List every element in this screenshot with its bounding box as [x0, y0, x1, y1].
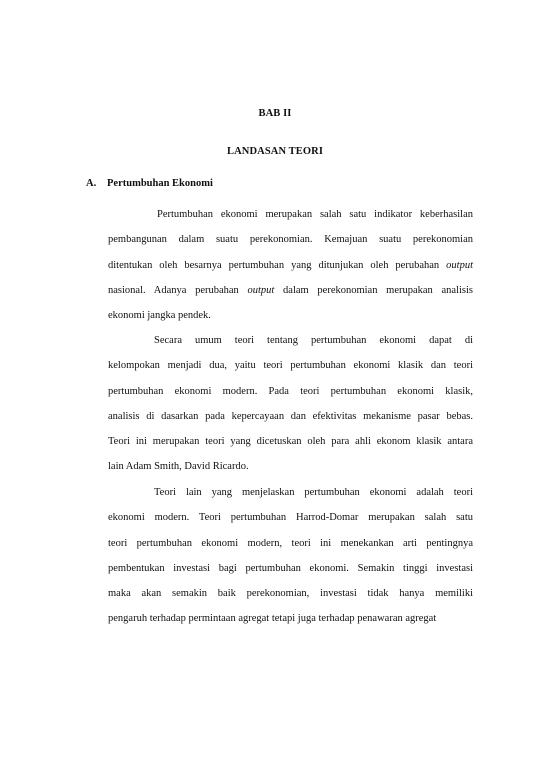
paragraph-line: [108, 531, 473, 556]
paragraph-line: [108, 581, 473, 606]
text-segment: pengaruh terhadap permintaan agregat tetapi juga terhadap penawaran agregat: [108, 613, 437, 625]
text-segment: Pertumbuhan ekonomi merupakan salah satu indikator keberhasilan: [157, 209, 473, 220]
paragraph-line: [108, 253, 473, 278]
section-title: Pertumbuhan Ekonomi: [107, 178, 213, 189]
paragraph-1: [108, 202, 473, 328]
paragraph-line: [108, 379, 473, 404]
paragraph-line: [108, 429, 473, 454]
chapter-number: BAB II: [258, 108, 292, 119]
paragraph-line: [108, 303, 473, 328]
text-segment: teori pertumbuhan ekonomi modern, teori ini menekankan arti pentingnya: [108, 537, 473, 549]
section-marker: A.: [86, 178, 97, 189]
text-segment: pembentukan investasi bagi pertumbuhan ekonomi. Semakin tinggi investasi: [108, 562, 473, 574]
paragraph-line: [108, 278, 473, 303]
paragraph-line: [108, 606, 473, 631]
text-segment: pembangunan dalam suatu perekonomian. Kemajuan suatu perekonomian: [108, 234, 473, 246]
section-heading: [86, 178, 213, 189]
paragraph-3: [108, 480, 473, 632]
text-segment: Secara umum teori tentang pertumbuhan ekonomi dapat di: [154, 335, 473, 346]
paragraph-line: [108, 404, 473, 429]
italic-term: output: [446, 259, 473, 271]
text-segment: Teori ini merupakan teori yang dicetuskan oleh para ahli ekonom klasik antara: [108, 436, 473, 448]
text-segment: kelompokan menjadi dua, yaitu teori pertumbuhan ekonomi klasik dan teori: [108, 360, 473, 372]
chapter-title: LANDASAN TEORI: [226, 146, 324, 157]
text-segment: Teori lain yang menjelaskan pertumbuhan ekonomi adalah teori: [154, 487, 473, 498]
paragraph-2: [108, 328, 473, 480]
paragraph-line: [108, 227, 473, 252]
text-segment: dalam perekonomian merupakan analisis: [274, 284, 474, 296]
text-segment: nasional. Adanya perubahan: [108, 284, 248, 296]
text-segment: lain Adam Smith, David Ricardo.: [108, 461, 249, 473]
text-segment: maka akan semakin baik perekonomian, investasi tidak hanya memiliki: [108, 588, 473, 600]
text-segment: analisis di dasarkan pada kepercayaan dan efektivitas mekanisme pasar bebas.: [108, 410, 473, 422]
paragraph-line: [108, 328, 473, 353]
text-segment: ditentukan oleh besarnya pertumbuhan yang ditunjukan oleh perubahan: [108, 259, 447, 271]
paragraph-line: [108, 202, 473, 227]
paragraph-line: [108, 454, 473, 479]
paragraph-line: [108, 556, 473, 581]
italic-term: output: [247, 284, 275, 296]
paragraph-line: [108, 353, 473, 378]
text-segment: pertumbuhan ekonomi modern. Pada teori pertumbuhan ekonomi klasik,: [108, 385, 473, 397]
paragraph-line: [108, 505, 473, 530]
text-segment: ekonomi jangka pendek.: [108, 310, 211, 322]
text-segment: ekonomi modern. Teori pertumbuhan Harrod-Domar merupakan salah satu: [108, 512, 473, 524]
paragraph-line: [108, 480, 473, 505]
